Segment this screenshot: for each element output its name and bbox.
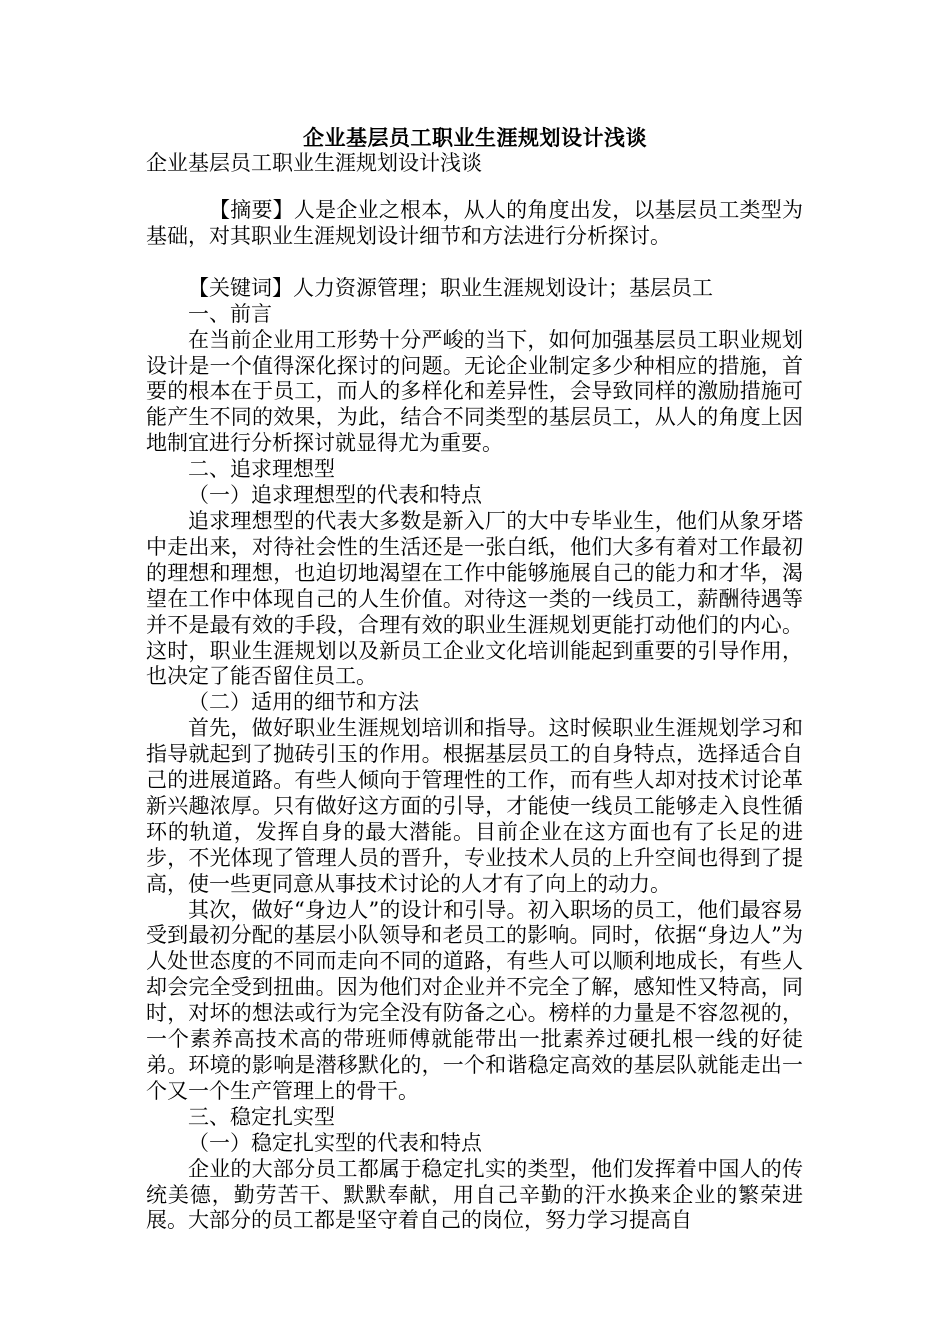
body-paragraph: 首先，做好职业生涯规划培训和指导。这时候职业生涯规划学习和指导就起到了抛砖引玉的作用。根据基层员工的自身特点，选择适合自己的进展道路。有些人倾向于管理性的工作，而有些人却对技术讨论革新兴趣浓厚。只有做好这方面的引导，才能使一线员工能够走入良性循环的轨道，发挥自身的最大潜能。目前企业在这方面也有了长足的进步，不光体现了管理人员的晋升，专业技术人员的上升空间也得到了提高，使一些更同意从事技术讨论的人才有了向上的动力。 bbox=[146, 716, 803, 896]
document-title: 企业基层员工职业生涯规划设计浅谈 bbox=[303, 125, 647, 150]
body-paragraph: 在当前企业用工形势十分严峻的当下，如何加强基层员工职业规划设计是一个值得深化探讨的问题。无论企业制定多少种相应的措施，首要的根本在于员工，而人的多样化和差异性，会导致同样的激励措施可能产生不同的效果，为此，结合不同类型的基层员工，从人的角度上因地制宜进行分析探讨就显得尤为重要。 bbox=[146, 327, 803, 456]
subsection-heading: （一）追求理想型的代表和特点 bbox=[188, 483, 482, 508]
section-heading-preface: 一、前言 bbox=[188, 301, 272, 326]
keywords-paragraph: 【关键词】人力资源管理；职业生涯规划设计；基层员工 bbox=[188, 275, 713, 300]
subsection-heading: （二）适用的细节和方法 bbox=[188, 690, 419, 715]
section-heading-stable-type: 三、稳定扎实型 bbox=[188, 1104, 335, 1129]
subsection-heading: （一）稳定扎实型的代表和特点 bbox=[188, 1130, 482, 1155]
document-subtitle: 企业基层员工职业生涯规划设计浅谈 bbox=[146, 151, 482, 175]
section-heading-ideal-type: 二、追求理想型 bbox=[188, 457, 335, 482]
body-paragraph: 企业的大部分员工都属于稳定扎实的类型，他们发挥着中国人的传统美德，勤劳苦干、默默奉献，用自己辛勤的汗水换来企业的繁荣进展。大部分的员工都是坚守着自己的岗位，努力学习提高自 bbox=[146, 1156, 803, 1233]
document-body bbox=[146, 198, 803, 1234]
body-paragraph: 追求理想型的代表大多数是新入厂的大中专毕业生，他们从象牙塔中走出来，对待社会性的生活还是一张白纸，他们大多有着对工作最初的理想和理想，也迫切地渴望在工作中能够施展自己的能力和才华，渴望在工作中体现自己的人生价值。对待这一类的一线员工，薪酬待遇等并不是最有效的手段，合理有效的职业生涯规划更能打动他们的内心。这时，职业生涯规划以及新员工企业文化培训能起到重要的引导作用，也决定了能否留住员工。 bbox=[146, 508, 803, 689]
abstract-paragraph: 【摘要】人是企业之根本，从人的角度出发，以基层员工类型为基础，对其职业生涯规划设计细节和方法进行分析探讨。 bbox=[146, 198, 803, 248]
body-paragraph: 其次，做好“身边人”的设计和引导。初入职场的员工，他们最容易受到最初分配的基层小队领导和老员工的影响。同时，依据“身边人”为人处世态度的不同而走向不同的道路，有些人可以顺利地成长，有些人却会完全受到扭曲。因为他们对企业并不完全了解，感知性又特高，同时，对坏的想法或行为完全没有防备之心。榜样的力量是不容忽视的，一个素养高技术高的带班师傅就能带出一批素养过硬扎根一线的好徒弟。环境的影响是潜移默化的，一个和谐稳定高效的基层队就能走出一个又一个生产管理上的骨干。 bbox=[146, 897, 803, 1103]
